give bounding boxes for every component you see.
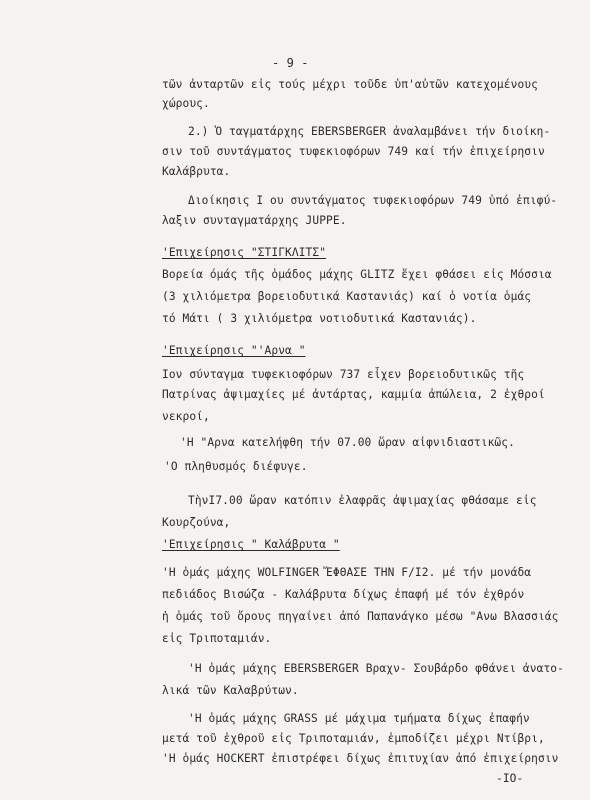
section-heading: 'Επιχείρησις "'Αρνα " bbox=[162, 344, 306, 357]
text-line: Ιον σύνταγμα τυφεκιοφόρων 737 εἶχεν βορειοδυτικῶς τῆς bbox=[162, 368, 525, 381]
page-number: - 9 - bbox=[272, 56, 309, 70]
text-line: τῶν ἀνταρτῶν εἰς τούς μέχρι τοῦδε ὑπ'αὐτῶν κατεχομένους bbox=[162, 78, 538, 91]
section-heading: 'Επιχείρησις "ΣΤΙΓΚΛΙΤΣ" bbox=[162, 246, 327, 259]
text-line: λαξιν συνταγματάρχης JUPPE. bbox=[162, 214, 347, 227]
text-line: πεδιάδος Βισώζα - Καλάβρυτα δίχως ἐπαφή μέ τόν ἐχθρόν bbox=[162, 588, 525, 601]
section-heading: 'Επιχείρησις " Καλάβρυτα " bbox=[162, 538, 340, 551]
text-line: λικά τῶν Καλαβρύτων. bbox=[162, 684, 299, 697]
text-line: Κουρζούνα, bbox=[162, 516, 231, 529]
text-line: 'Η ὁμάς HOCKERT ἐπιστρέφει δίχως ἐπιτυχίαν ἀπό ἐπιχείρησιν bbox=[162, 752, 559, 765]
text-line: σιν τοῦ συντάγματος τυφεκιοφόρων 749 καί τήν ἐπιχείρησιν bbox=[162, 145, 545, 158]
text-line: 2.) Ὁ ταγματάρχης EBERSBERGER ἀναλαμβάνει τήν διοίκη- bbox=[188, 125, 551, 138]
text-line: Βορεία όμάς τῆς ὁμάδος μάχης GLITZ ἔχει φθάσει εἰς Μόσσια bbox=[162, 268, 552, 281]
text-line: 'Η ὁμάς μάχης EBERSBERGER Βραχν- Σουβάρδο φθάνει ἀνατο- bbox=[188, 662, 564, 675]
text-line: ἡ ὁμάς τοῦ ὄρους πηγαίνει ἀπό Παπανάγκο μέσω "Ανω Βλασσιάς bbox=[162, 610, 559, 623]
text-line: Καλάβρυτα. bbox=[162, 165, 231, 178]
next-page-number: -IO- bbox=[496, 772, 524, 785]
text-line: εἰς Τριποταμιάν. bbox=[162, 632, 272, 645]
text-line: ΤὴνΙ7.00 ὥραν κατόπιν ἐλαφρᾶς ἀψιμαχίας φθάσαμε εἰς bbox=[188, 494, 537, 507]
text-line: Πατρίνας ἀψιμαχίες μέ ἀντάρτας, καμμία ἀπώλεια, 2 ἐχθροί bbox=[162, 388, 545, 401]
text-line: μετά τοῦ ἐχθροῦ εἰς Τριποταμιάν, ἐμποδίζει μέχρι Ντίβρι, bbox=[162, 732, 545, 745]
text-line: Διοίκησις I ου συντάγματος τυφεκιοφόρων 749 ὑπό ἐπιφύ- bbox=[188, 194, 558, 207]
text-line: (3 χιλιόμετρα βορειοδυτικά Καστανιάς) καί ὁ νοτία ὁμάς bbox=[162, 290, 532, 303]
text-line: 'Η "Αρνα κατελήφθη τήν 07.00 ὥραν αἰφνιδιαστικῶς. bbox=[180, 436, 515, 449]
text-line: νεκροί, bbox=[162, 410, 210, 423]
text-line: 'Η ὁμάς μάχης GRASS μέ μάχιμα τμήματα δίχως ἐπαφήν bbox=[188, 712, 530, 725]
text-line: τό Μάτι ( 3 χιλιόμεtρα νοτιοδυτικά Καστανιάς). bbox=[162, 312, 477, 325]
text-line: 'Ο πληθυσμός διέφυγε. bbox=[164, 460, 308, 473]
text-line: χώρους. bbox=[162, 97, 210, 110]
text-line: 'Η ὁμάς μάχης WOLFINGER ἜΦΘΑΣΕ THN F/I2. μέ τήν μονάδα bbox=[162, 566, 532, 579]
